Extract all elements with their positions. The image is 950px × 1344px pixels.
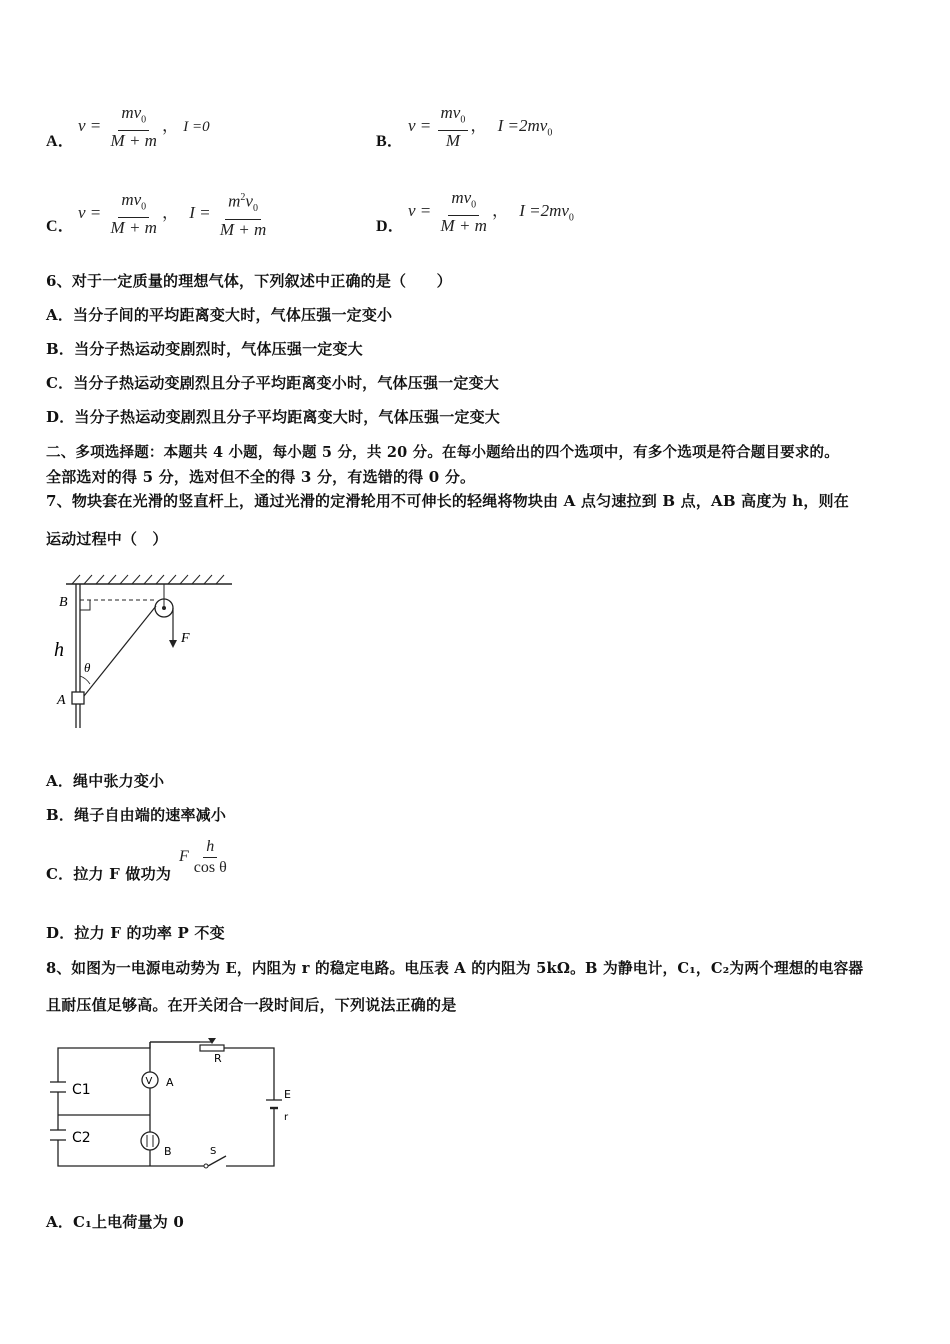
q6-option-a: A．当分子间的平均距离变大时，气体压强一定变小 xyxy=(46,306,393,324)
q6-stem: 6、对于一定质量的理想气体，下列叙述中正确的是（ ） xyxy=(46,272,452,290)
q5-option-c-label: C． xyxy=(46,218,74,235)
section2-heading-line1: 二、多项选择题：本题共 4 小题，每小题 5 分，共 20 分。在每小题给出的四个选项中，有多个选项是符合题目要求的。 xyxy=(46,444,839,461)
section2-heading-line2: 全部选对的得 5 分，选对但不全的得 3 分，有选错的得 0 分。 xyxy=(46,468,476,486)
q6-option-d: D．当分子热运动变剧烈且分子平均距离变大时，气体压强一定变大 xyxy=(46,408,501,426)
q8-stem-line2: 且耐压值足够高。在开关闭合一段时间后，下列说法正确的是 xyxy=(46,996,457,1014)
q5-option-b-formula: v = $\frac{mv_0}{M}$ ， $I =2mv_0$ xyxy=(408,103,553,151)
fig-label-meter-a: A xyxy=(166,1076,174,1089)
q7-stem-line2: 运动过程中（ ） xyxy=(46,530,168,548)
q6-option-c: C．当分子热运动变剧烈且分子平均距离变小时，气体压强一定变大 xyxy=(46,374,499,392)
q8-circuit-figure xyxy=(50,1026,300,1176)
q5-option-a-formula: v = $\frac{mv_0}{M + m}$ ， I =0 xyxy=(78,103,210,151)
q7-option-a: A．绳中张力变小 xyxy=(46,772,165,790)
q7-option-d: D．拉力 F 的功率 P 不变 xyxy=(46,924,225,942)
fig-label-b: B xyxy=(59,595,68,610)
q5-option-d-formula: v = $\frac{mv_0}{M + m}$ ， $I =2mv_0$ xyxy=(408,188,574,236)
q5-option-a-label: A． xyxy=(46,133,74,150)
q7-pulley-figure xyxy=(52,568,242,736)
fig-label-h: h xyxy=(54,639,64,661)
q7-stem-line1: 7、物块套在光滑的竖直杆上，通过光滑的定滑轮用不可伸长的轻绳将物块由 A 点匀速拉到 B 点，AB 高度为 h，则在 xyxy=(46,492,849,510)
fig-label-f: F xyxy=(181,631,190,646)
fig-label-v: V xyxy=(145,1076,153,1087)
fig-label-theta: θ xyxy=(84,660,91,675)
q5-option-c-formula: v = $\frac{mv_0}{M + m}$ ， I = $\frac{m^2v_0}{M + m}$ xyxy=(78,189,267,240)
q7-option-c: C．拉力 F 做功为 xyxy=(46,865,172,883)
fig-label-meter-b: B xyxy=(164,1145,172,1158)
q7-option-c-formula: F $\frac{h}{\text{cos θ}}$ xyxy=(179,838,227,876)
fig-label-c1: C1 xyxy=(72,1082,91,1098)
q6-option-b: B．当分子热运动变剧烈时，气体压强一定变大 xyxy=(46,340,363,358)
q8-option-a: A．C₁上电荷量为 0 xyxy=(46,1213,185,1231)
q8-stem-line1: 8、如图为一电源电动势为 E，内阻为 r 的稳定电路。电压表 A 的内阻为 5kΩ。B 为静电计，C₁，C₂为两个理想的电容器 xyxy=(46,960,864,977)
q5-option-b-label: B． xyxy=(376,133,404,150)
fig-label-a: A xyxy=(57,693,66,708)
fig-label-s: S xyxy=(210,1146,217,1157)
q7-option-b: B．绳子自由端的速率减小 xyxy=(46,806,227,824)
fig-label-e: E xyxy=(284,1088,291,1101)
fig-label-r-upper: R xyxy=(214,1052,222,1065)
fig-label-r-internal: r xyxy=(284,1112,289,1123)
q5-option-d-label: D． xyxy=(376,218,404,235)
fig-label-c2: C2 xyxy=(72,1130,91,1146)
